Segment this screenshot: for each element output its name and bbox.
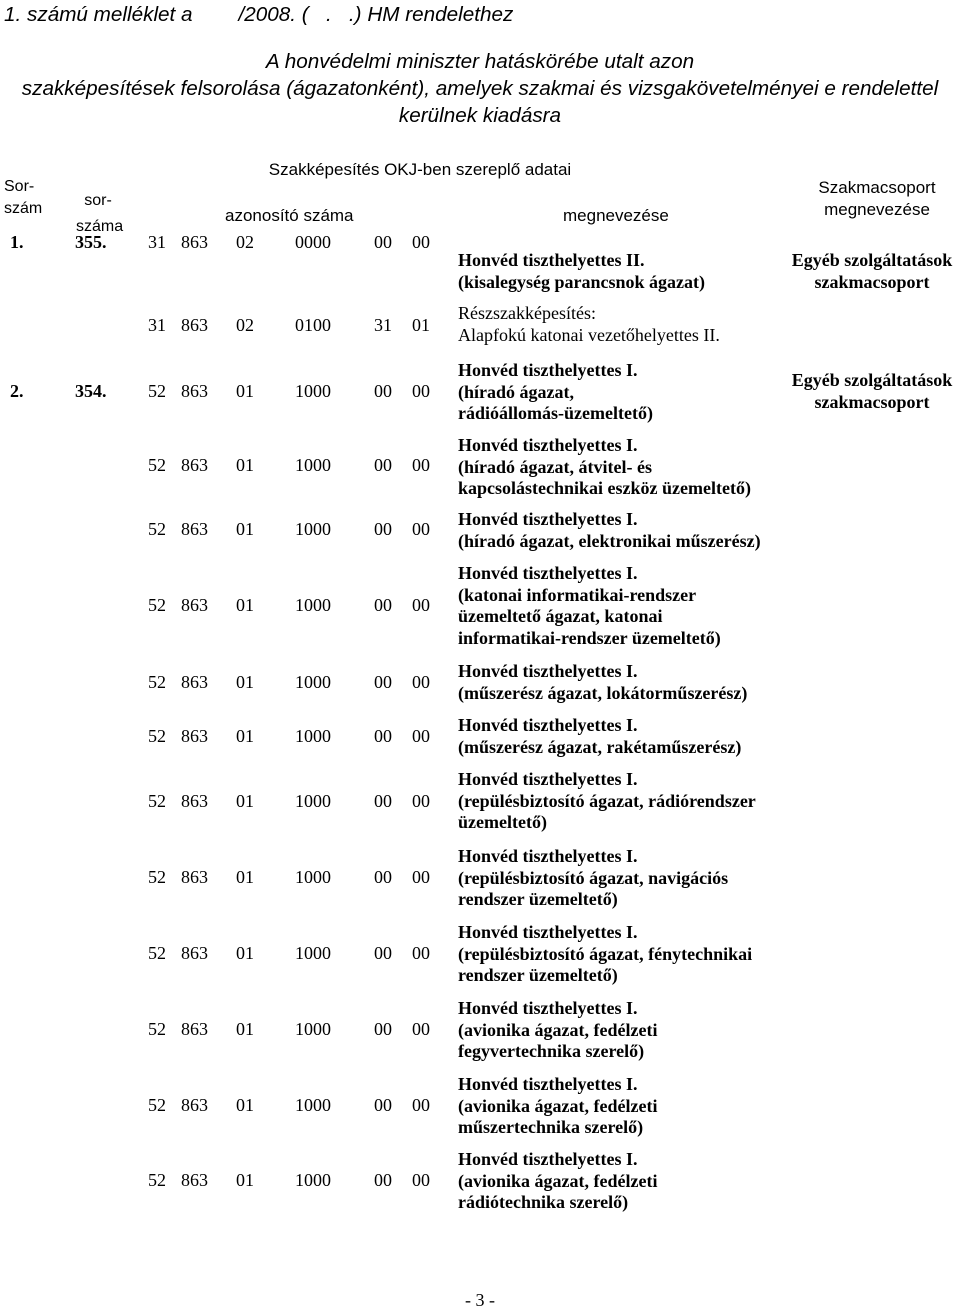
okj-code-segment: 52 [148,726,166,746]
okj-code-segment: 863 [181,867,208,887]
qualification-name-line: rendszer üzemeltető) [458,889,618,909]
column-header-megnevezes: megnevezése [563,206,669,225]
okj-code-segment: 00 [412,791,430,811]
okj-code-segment: 01 [412,315,430,335]
okj-code-segment: 01 [236,943,254,963]
okj-code-segment: 00 [412,1170,430,1190]
okj-code-segment: 52 [148,1170,166,1190]
qualification-name-line: üzemeltető ágazat, katonai [458,606,663,626]
okj-code-segment: 00 [374,1019,392,1039]
okj-code-segment: 52 [148,1095,166,1115]
sector-group [786,250,958,293]
qualification-name-line: rendszer üzemeltető) [458,965,618,985]
okj-code-segment: 0000 [295,232,331,252]
qualification-name-line: (híradó ágazat, elektronikai műszerész) [458,530,761,551]
qualification-name-line: (avionika ágazat, fedélzeti [458,1095,658,1116]
qualification-name-line: Honvéd tiszthelyettes I. [458,1074,638,1094]
sector-group [786,370,958,413]
qualification-name-line: Honvéd tiszthelyettes I. [458,715,638,735]
okj-code-segment: 863 [181,1019,208,1039]
okj-code [148,595,438,617]
okj-code-segment: 863 [181,232,208,252]
qualification-name [458,661,747,704]
title-line: szakképesítések felsorolása (ágazatonként), amelyek szakmai és vizsgakövetelményei e rendelettel [21,77,939,100]
okj-code-segment: 01 [236,1019,254,1039]
okj-code-segment: 00 [412,726,430,746]
okj-code-segment: 31 [148,232,166,252]
page-number: - 3 - [465,1290,495,1310]
qualification-name-line: üzemeltető) [458,812,547,832]
qualification-name-line: (repülésbiztosító ágazat, fénytechnikai [458,943,753,964]
qualification-name-line: Honvéd tiszthelyettes I. [458,509,638,529]
qualification-name-line: (híradó ágazat, [458,381,574,402]
okj-code-segment: 00 [374,672,392,692]
okj-code-segment: 00 [412,943,430,963]
okj-code-segment: 52 [148,595,166,615]
column-header-azonosito: azonosító száma [225,206,354,225]
okj-code-segment: 863 [181,1095,208,1115]
title-line: kerülnek kiadásra [398,104,562,127]
okj-code-segment: 00 [374,726,392,746]
qualification-name [458,922,752,987]
okj-code-segment: 31 [374,315,392,335]
okj-code-segment: 01 [236,726,254,746]
column-header-line: Szakmacsoport [818,178,936,197]
okj-code-segment: 01 [236,672,254,692]
okj-code-segment: 00 [374,519,392,539]
qualification-name-line: Honvéd tiszthelyettes I. [458,563,638,583]
qualification-name [458,769,756,834]
okj-code-segment: 31 [148,315,166,335]
okj-code [148,726,438,748]
okj-code-segment: 1000 [295,726,331,746]
okj-code [148,672,438,694]
okj-code [148,315,438,337]
qualification-name-line: Honvéd tiszthelyettes I. [458,360,638,380]
okj-code-segment: 00 [412,381,430,401]
okj-code-segment: 863 [181,791,208,811]
qualification-name [458,1074,657,1139]
okj-code [148,519,438,541]
okj-code-segment: 00 [412,595,430,615]
okj-code-segment: 1000 [295,595,331,615]
okj-code-segment: 1000 [295,867,331,887]
column-group-header-okj: Szakképesítés OKJ-ben szereplő adatai [268,160,572,179]
okj-code-segment: 00 [412,672,430,692]
okj-code-segment: 02 [236,232,254,252]
qualification-name-line: informatikai-rendszer üzemeltető) [458,627,721,648]
okj-code-segment: 00 [412,455,430,475]
okj-code [148,232,438,254]
okj-code-segment: 0100 [295,315,331,335]
okj-code-segment: 52 [148,381,166,401]
column-header-line: száma [76,218,124,235]
okj-code [148,381,438,403]
okj-code-segment: 00 [374,1170,392,1190]
okj-code [148,943,438,965]
okj-code-segment: 863 [181,943,208,963]
column-header-line: sor- [84,192,112,209]
annex-reference: 1. számú melléklet a /2008. ( . .) HM rendelethez [4,3,514,26]
column-header-line: Sor- [4,178,35,195]
qualification-name [458,360,653,425]
okj-code-segment: 863 [181,519,208,539]
okj-code-segment: 863 [181,315,208,335]
okj-code [148,791,438,813]
okj-code [148,1095,438,1117]
row-number: 2. [10,381,24,401]
qualification-name-line: (avionika ágazat, fedélzeti [458,1170,658,1191]
okj-code-segment: 00 [412,1095,430,1115]
column-header-line: megnevezése [824,200,930,219]
okj-code-segment: 863 [181,672,208,692]
qualification-name [458,563,721,649]
okj-code-segment: 52 [148,867,166,887]
sector-group-line: szakmacsoport [814,391,930,412]
okj-code-segment: 01 [236,381,254,401]
okj-code-segment: 1000 [295,519,331,539]
qualification-name-line: Honvéd tiszthelyettes I. [458,922,638,942]
okj-code [148,867,438,889]
qualification-name [458,435,751,500]
okj-code-segment: 00 [374,595,392,615]
okj-code-segment: 01 [236,1095,254,1115]
qualification-name-line: fegyvertechnika szerelő) [458,1041,645,1061]
okj-code-segment: 00 [412,1019,430,1039]
qualification-name-line: Honvéd tiszthelyettes II. [458,250,645,270]
okj-code-segment: 52 [148,1019,166,1039]
qualification-name [458,846,728,911]
okj-code-segment: 52 [148,791,166,811]
okj-code-segment: 1000 [295,455,331,475]
okj-code-segment: 863 [181,1170,208,1190]
qualification-name [458,1149,657,1214]
qualification-name [458,303,720,346]
okj-code [148,1170,438,1192]
okj-code-segment: 52 [148,519,166,539]
qualification-name [458,250,705,293]
okj-code-segment: 00 [412,519,430,539]
qualification-name-line: Honvéd tiszthelyettes I. [458,1149,638,1169]
okj-code-segment: 01 [236,455,254,475]
row-number: 1. [10,232,24,252]
okj-code-segment: 1000 [295,1170,331,1190]
okj-code-segment: 1000 [295,943,331,963]
qualification-name [458,715,741,758]
okj-code [148,455,438,477]
sector-group-line: Egyéb szolgáltatások [791,250,953,270]
okj-code-segment: 00 [374,943,392,963]
sub-row-number: 354. [75,381,107,401]
okj-code-segment: 1000 [295,1095,331,1115]
qualification-name-line: rádióállomás-üzemeltető) [458,403,653,423]
title-line: A honvédelmi miniszter hatáskörébe utalt azon [265,50,695,73]
qualification-name-line: (kisalegység parancsnok ágazat) [458,271,705,292]
okj-code-segment: 52 [148,455,166,475]
qualification-name-line: Részszakképesítés: [458,303,596,323]
qualification-name-line: (katonai informatikai-rendszer [458,584,697,605]
okj-code-segment: 52 [148,943,166,963]
okj-code-segment: 1000 [295,381,331,401]
qualification-name-line: Alapfokú katonai vezetőhelyettes II. [458,324,720,345]
okj-code-segment: 01 [236,519,254,539]
column-header-sorszam [4,176,42,220]
okj-code-segment: 52 [148,672,166,692]
okj-code-segment: 01 [236,791,254,811]
okj-code-segment: 00 [374,232,392,252]
okj-code-segment: 00 [374,867,392,887]
qualification-name-line: kapcsolástechnikai eszköz üzemeltető) [458,478,751,498]
okj-code-segment: 00 [412,232,430,252]
okj-code-segment: 00 [412,867,430,887]
okj-code-segment: 863 [181,455,208,475]
qualification-name-line: Honvéd tiszthelyettes I. [458,769,638,789]
okj-code-segment: 00 [374,1095,392,1115]
okj-code-segment: 01 [236,867,254,887]
qualification-name-line: rádiótechnika szerelő) [458,1192,629,1212]
column-header-szakmacsoport [800,177,954,221]
qualification-name-line: (műszerész ágazat, lokátorműszerész) [458,682,748,703]
okj-code-segment: 1000 [295,1019,331,1039]
document-title [0,48,960,129]
okj-code-segment: 00 [374,381,392,401]
okj-code-segment: 02 [236,315,254,335]
okj-code [148,1019,438,1041]
okj-code-segment: 01 [236,1170,254,1190]
qualification-name-line: (híradó ágazat, átvitel- és [458,456,652,477]
okj-code-segment: 1000 [295,672,331,692]
qualification-name-line: (repülésbiztosító ágazat, rádiórendszer [458,790,756,811]
qualification-name-line: (avionika ágazat, fedélzeti [458,1019,658,1040]
qualification-name [458,509,761,552]
qualification-name-line: Honvéd tiszthelyettes I. [458,846,638,866]
qualification-name-line: Honvéd tiszthelyettes I. [458,661,638,681]
qualification-name-line: (műszerész ágazat, rakétaműszerész) [458,736,742,757]
sector-group-line: szakmacsoport [814,271,930,292]
okj-code-segment: 1000 [295,791,331,811]
column-header-line: szám [4,200,43,217]
qualification-name-line: (repülésbiztosító ágazat, navigációs [458,867,729,888]
sector-group-line: Egyéb szolgáltatások [791,370,953,390]
sub-row-number: 355. [75,232,107,252]
okj-code-segment: 00 [374,455,392,475]
qualification-name-line: műszertechnika szerelő) [458,1117,644,1137]
qualification-name-line: Honvéd tiszthelyettes I. [458,998,638,1018]
qualification-name-line: Honvéd tiszthelyettes I. [458,435,638,455]
okj-code-segment: 01 [236,595,254,615]
okj-code-segment: 863 [181,595,208,615]
okj-code-segment: 863 [181,726,208,746]
qualification-name [458,998,657,1063]
okj-code-segment: 00 [374,791,392,811]
okj-code-segment: 863 [181,381,208,401]
